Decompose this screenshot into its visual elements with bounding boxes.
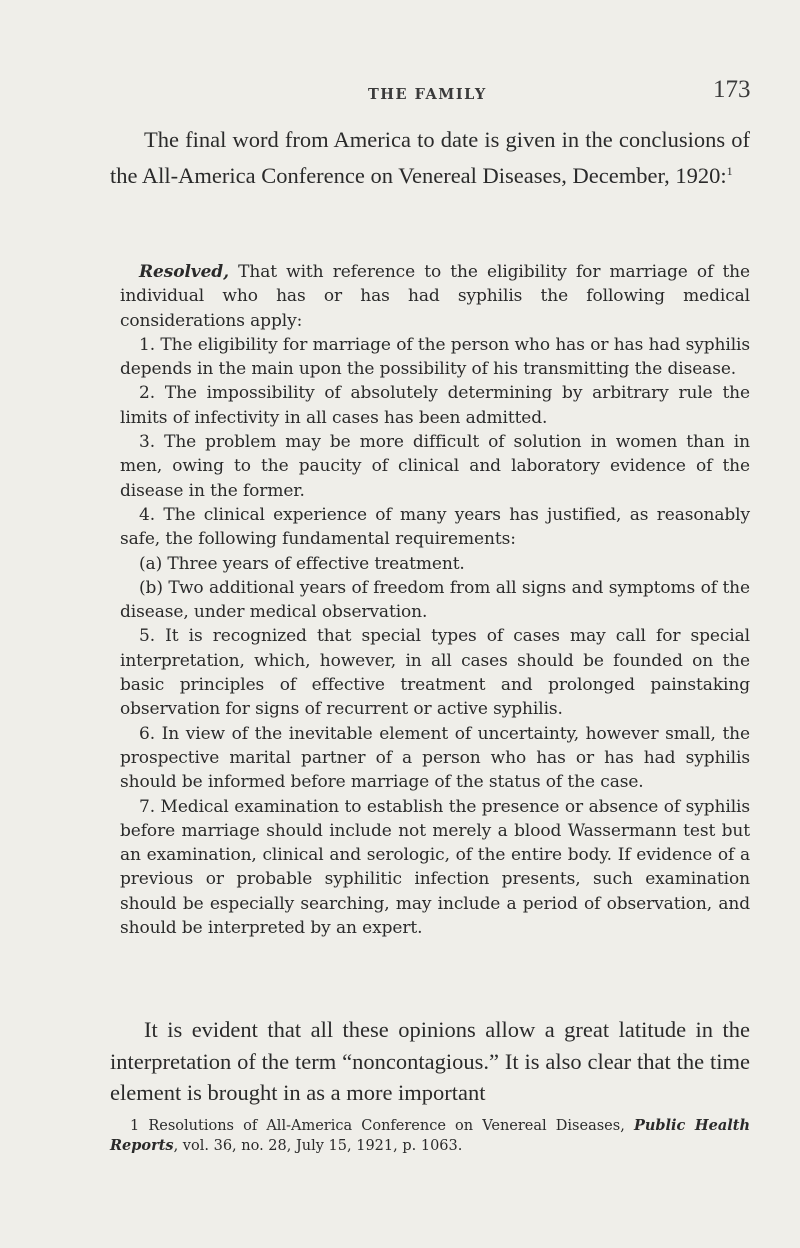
resolution-lead-text: That with reference to the eligibility for marriage of the individual who has or has had syphilis the following medical considerations apply: xyxy=(120,262,750,331)
resolution-item: 1. The eligibility for marriage of the person who has or has had syphilis depends in the main upon the possibility of his transmitting the disease. xyxy=(120,334,750,380)
resolution-subitem: (b) Two additional years of freedom from all signs and symptoms of the disease, under medical observation. xyxy=(120,577,750,623)
resolution-item: 6. In view of the inevitable element of uncertainty, however small, the prospective marital partner of a person who has or has had syphilis should be informed before marriage of the status of the case. xyxy=(120,723,750,793)
resolution-item: 2. The impossibility of absolutely determining by arbitrary rule the limits of infectivity in all cases has been admitted. xyxy=(120,383,750,428)
page-number: 173 xyxy=(713,76,751,103)
resolved-word: Resolved, xyxy=(139,262,229,282)
conclusion-paragraph: It is evident that all these opinions allow a great latitude in the interpretation of the term “noncontagious.” It is also clear that the time element is brought in as a more important xyxy=(110,1017,750,1105)
resolution-item: 5. It is recognized that special types of cases may call for special interpretation, which, however, in all cases should be founded on the basic principles of effective treatment and prolonged painstaking observation for signs of recurrent or active syphilis. xyxy=(120,626,750,720)
resolution-item: 4. The clinical experience of many years has justified, as reasonably safe, the following fundamental requirements: xyxy=(120,504,750,550)
resolution-subitem: (a) Three years of effective treatment. xyxy=(139,553,465,574)
footnote-reference: 1 xyxy=(726,163,733,178)
resolution-quote xyxy=(120,260,750,940)
footnote-citation: , vol. 36, no. 28, July 15, 1921, p. 1063. xyxy=(173,1138,463,1154)
resolution-item: 7. Medical examination to establish the presence or absence of syphilis before marriage should include not merely a blood Wassermann test but an examination, clinical and serologic, of the entire body. If evidence of a previous or probable syphilitic infection presents, such examination should be especially searching, may include a period of observation, and should be interpreted by an expert. xyxy=(120,796,750,939)
running-head: THE FAMILY xyxy=(368,86,487,103)
footnote-text: Resolutions of All-America Conference on Venereal Diseases, xyxy=(139,1118,634,1134)
resolution-lead xyxy=(120,260,750,333)
intro-paragraph xyxy=(110,124,750,191)
footnote xyxy=(110,1116,750,1156)
intro-text: The final word from America to date is given in the conclusions of the All-America Conference on Venereal Diseases, December, 1920: xyxy=(110,127,750,188)
resolution-item: 3. The problem may be more difficult of solution in women than in men, owing to the paucity of clinical and laboratory evidence of the disease in the former. xyxy=(120,432,750,501)
footnote-marker: 1 xyxy=(130,1118,140,1134)
footnote-journal: Public Health Reports xyxy=(110,1117,751,1154)
